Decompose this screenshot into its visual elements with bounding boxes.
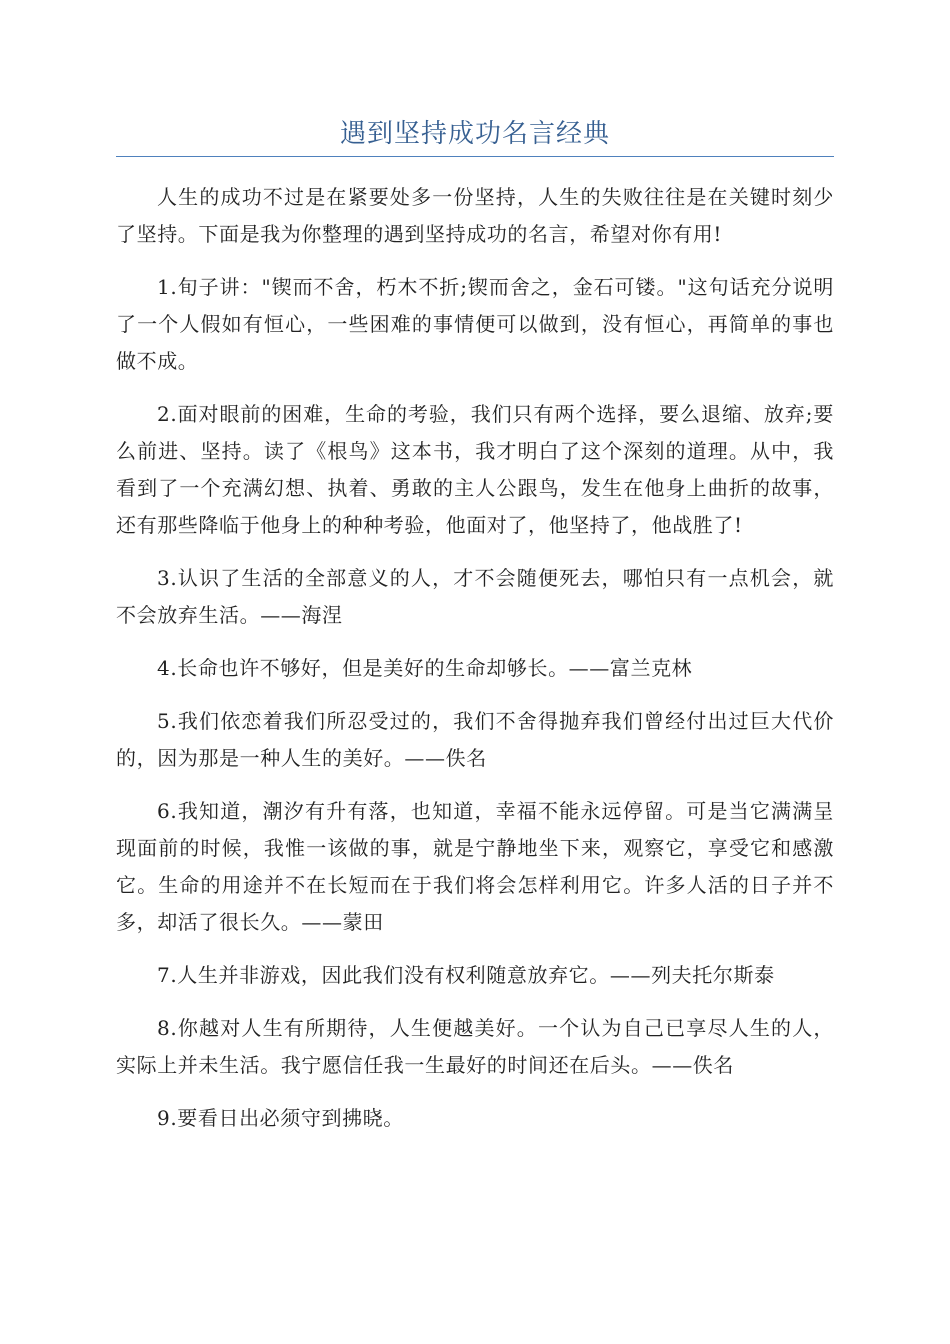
title-underline: [116, 156, 834, 157]
document-title: 遇到坚持成功名言经典: [339, 119, 610, 149]
document-body: [116, 179, 834, 1137]
quote-paragraph-1: 1.旬子讲："锲而不舍，朽木不折;锲而舍之，金石可镂。"这句话充分说明了一个人假如有恒心，一些困难的事情便可以做到，没有恒心，再简单的事也做不成。: [116, 275, 834, 373]
quote-paragraph-9: 9.要看日出必须守到拂晓。: [157, 1106, 404, 1130]
quote-paragraph-3: 3.认识了生活的全部意义的人，才不会随便死去，哪怕只有一点机会，就不会放弃生活。——海涅: [116, 566, 834, 627]
quote-paragraph-6: 6.我知道，潮汐有升有落，也知道，幸福不能永远停留。可是当它满满呈现面前的时候，我惟一该做的事，就是宁静地坐下来，观察它，享受它和感激它。生命的用途并不在长短而在于我们将会怎样利用它。许多人活的日子并不多，却活了很长久。——蒙田: [116, 799, 834, 934]
quote-paragraph-2: 2.面对眼前的困难，生命的考验，我们只有两个选择，要么退缩、放弃;要么前进、坚持。读了《根鸟》这本书，我才明白了这个深刻的道理。从中，我看到了一个充满幻想、执着、勇敢的主人公跟鸟，发生在他身上曲折的故事，还有那些降临于他身上的种种考验，他面对了，他坚持了，他战胜了!: [116, 402, 834, 537]
quote-paragraph-8: 8.你越对人生有所期待，人生便越美好。一个认为自己已享尽人生的人，实际上并未生活。我宁愿信任我一生最好的时间还在后头。——佚名: [116, 1016, 834, 1077]
document-page: [116, 0, 834, 1153]
quote-paragraph-5: 5.我们依恋着我们所忍受过的，我们不舍得抛弃我们曾经付出过巨大代价的，因为那是一种人生的美好。——佚名: [116, 709, 834, 770]
quote-paragraph-4: 4.长命也许不够好，但是美好的生命却够长。——富兰克林: [157, 656, 693, 680]
quote-paragraph-7: 7.人生并非游戏，因此我们没有权利随意放弃它。——列夫托尔斯泰: [157, 963, 775, 987]
intro-paragraph: 人生的成功不过是在紧要处多一份坚持，人生的失败往往是在关键时刻少了坚持。下面是我为你整理的遇到坚持成功的名言，希望对你有用!: [116, 185, 834, 246]
